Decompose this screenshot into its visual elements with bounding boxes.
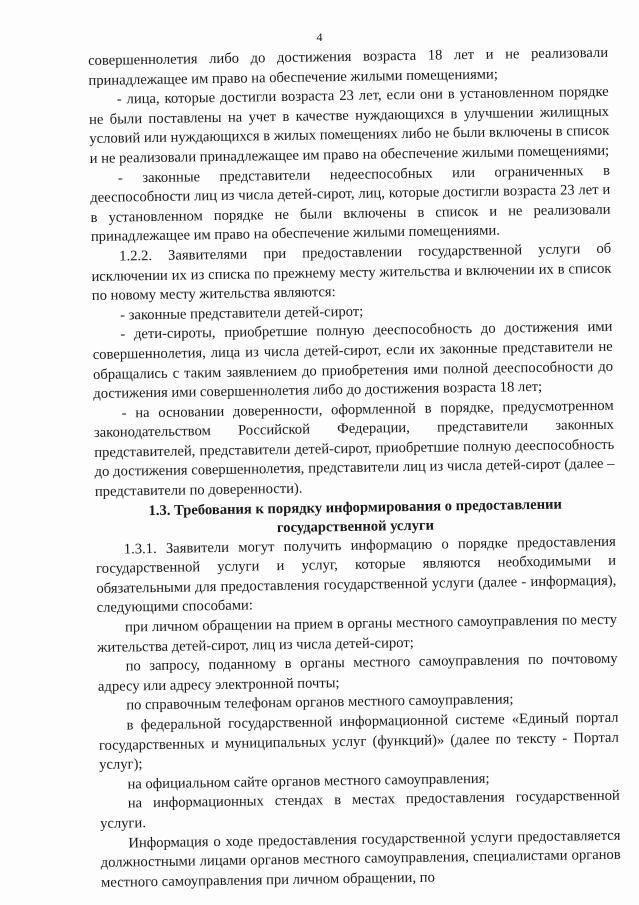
section-1-3-information bbox=[96, 532, 621, 893]
paragraph: 1.2.2. Заявителями при предоставлении государственной услуги об исключении их из списка по прежнему месту жительства и включении их в список по новому месту жительства являются: bbox=[91, 240, 612, 305]
paragraph: по справочным телефонам органов местного самоуправления; bbox=[126, 691, 514, 714]
paragraph: на официальном сайте органов местного самоуправления; bbox=[127, 770, 490, 793]
paragraph: - законные представители недееспособных или ограниченных в дееспособности лиц из числа детей-сирот, лиц, которые достигли возраста 23 лет и в установленном порядке не были включены в список и не реализовали принадлежащее им право на обеспечение жилыми помещениями. bbox=[90, 162, 611, 246]
paragraph: - дети-сироты, приобретшие полную дееспособность до достижения ими совершеннолетия, лица из числа детей-сирот, если их законные представители не обращались с таким заявлением до приобретения ими полной дееспособности до достижения ими совершеннолетия либо до достижения возраста 18 лет; bbox=[92, 319, 614, 403]
paragraph: Информация о ходе предоставления государственной услуги предоставляется должностными лицами органов местного самоуправления, специалистами органов местного самоуправления при личном обращении, по bbox=[100, 827, 621, 891]
section-1-2-applicants bbox=[88, 44, 615, 503]
paragraph: - законные представители детей-сирот; bbox=[120, 303, 364, 324]
paragraph: совершеннолетия либо до достижения возраста 18 лет и не реализовали принадлежащее им право на обеспечение жилыми помещениями; bbox=[88, 44, 609, 89]
paragraph: в федеральной государственной информационной системе «Единый портал государственных и муниципальных услуг (функций)» (далее по тексту - Портал услуг); bbox=[98, 709, 619, 774]
section-heading-1-3: 1.3. Требования к порядку информирования о предоставлении государственной услуги bbox=[148, 496, 562, 536]
paragraph: - на основании доверенности, оформленной в порядке, предусмотренном законодательством Российской Федерации, представители законных представителей, представители детей-сирот, приобретшие полную дееспособность до достижения совершеннолетия, представители лиц из числа детей-сирот (далее –представители по доверенности). bbox=[93, 397, 615, 501]
paragraph: по запросу, поданному в органы местного самоуправления по почтовому адресу или адресу электронной почты; bbox=[97, 650, 618, 695]
paragraph: при личном обращении на прием в органы местного самоуправления по месту жительства детей-сирот, лиц из числа детей-сирот; bbox=[97, 611, 618, 656]
paragraph: - лица, которые достигли возраста 23 лет, если они в установленном порядке не были поставлены на учет в качестве нуждающихся в улучшении жилищных условий или нуждающихся в жилых помещениях либо не были включены в список и не реализовали принадлежащее им право на обеспечение жилыми помещениями; bbox=[88, 84, 610, 167]
paragraph: на информационных стендах в местах предоставления государственной услуги. bbox=[99, 788, 620, 832]
page-number: 4 bbox=[316, 30, 323, 44]
document-body bbox=[88, 44, 621, 893]
paragraph: 1.3.1. Заявители могут получить информацию о порядке предоставления государственной услуги и услуг, которые являются необходимыми и обязательными для предоставления государственной услуги (далее - информация), следующими способами: bbox=[95, 533, 617, 617]
